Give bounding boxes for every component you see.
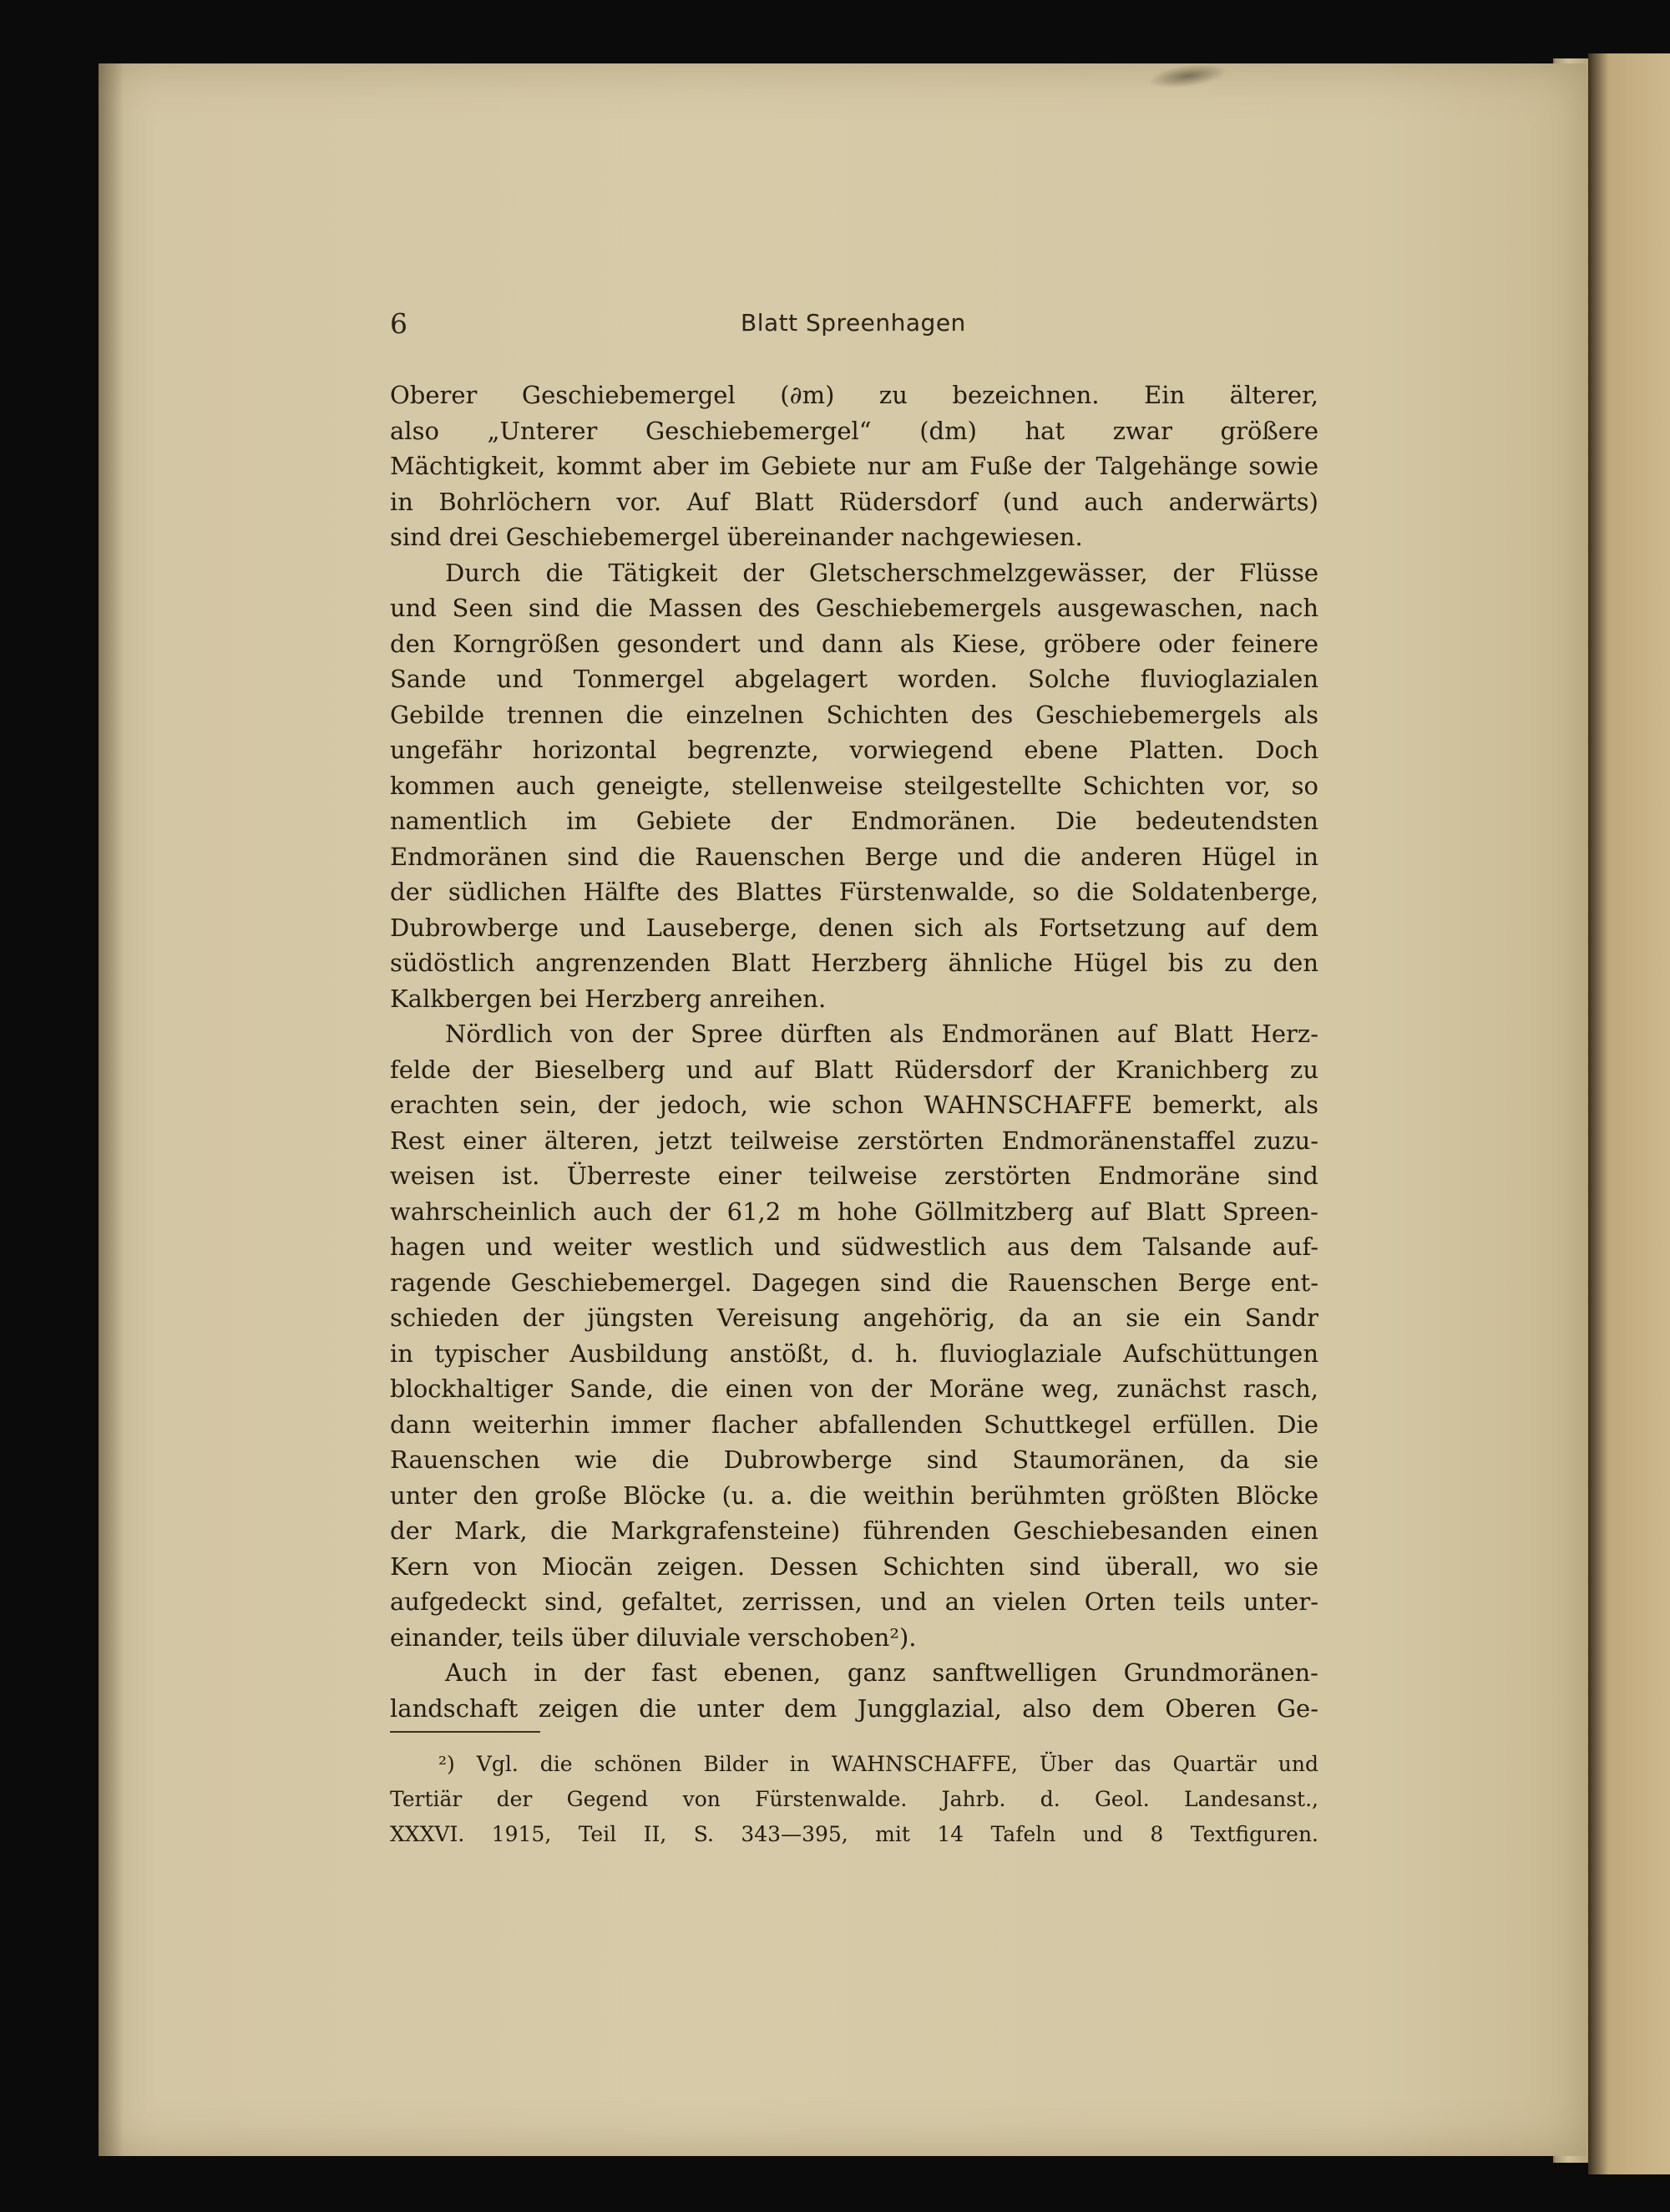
text-line: Auch in der fast ebenen, ganz sanftwelligen Grundmoränen- [445,1658,1318,1687]
running-head: Blatt Spreenhagen [741,309,966,337]
text-line: erachten sein, der jedoch, wie schon WAHNSCHAFFE bemerkt, als [390,1091,1318,1119]
text-line: Kalkbergen bei Herzberg anreihen. [390,984,827,1013]
text-line: sind drei Geschiebemergel übereinander nachgewiesen. [390,523,1083,551]
text-line: südöstlich angrenzenden Blatt Herzberg ähnliche Hügel bis zu den [390,949,1318,977]
adjacent-page-edge [1588,53,1670,2174]
text-line: aufgedeckt sind, gefaltet, zerrissen, und an vielen Orten teils unter- [390,1587,1318,1616]
text-line: einander, teils über diluviale verschoben²). [390,1622,917,1652]
text-line: und Seen sind die Massen des Geschiebemergels ausgewaschen, nach [390,594,1318,622]
text-line: felde der Bieselberg und auf Blatt Rüdersdorf der Kranichberg zu [390,1055,1318,1084]
text-line: Sande und Tonmergel abgelagert worden. Solche fluvioglazialen [390,665,1318,693]
text-line: Rest einer älteren, jetzt teilweise zerstörten Endmoränenstaffel zuzu- [390,1126,1318,1155]
text-line: in Bohrlöchern vor. Auf Blatt Rüdersdorf (und auch anderwärts) [390,487,1318,516]
text-line: der Mark, die Markgrafensteine) führenden Geschiebesanden einen [390,1516,1318,1545]
text-line: Mächtigkeit, kommt aber im Gebiete nur am Fuße der Talgehänge sowie [390,452,1318,480]
footnote-line: XXXVI. 1915, Teil II, S. 343—395, mit 14 Tafeln und 8 Textfiguren. [390,1822,1318,1846]
text-line: also „Unterer Geschiebemergel“ (dm) hat zwar größere [390,416,1318,445]
text-line: landschaft zeigen die unter dem Jungglazial, also dem Oberen Ge- [390,1693,1318,1723]
text-line: in typischer Ausbildung anstößt, d. h. fluvioglaziale Aufschüttungen [390,1339,1318,1368]
text-line: Kern von Miocän zeigen. Dessen Schichten sind überall, wo sie [390,1551,1318,1581]
gutter-shadow [99,63,124,2156]
text-line: namentlich im Gebiete der Endmoränen. Die bedeutendsten [390,807,1318,835]
text-line: Gebilde trennen die einzelnen Schichten des Geschiebemergels als [390,700,1318,729]
text-line: unter den große Blöcke (u. a. die weithin berühmten größten Blöcke [390,1481,1318,1510]
text-line: Nördlich von der Spree dürften als Endmoränen auf Blatt Herz- [445,1020,1318,1048]
text-line: Rauenschen wie die Dubrowberge sind Staumoränen, da sie [390,1445,1318,1474]
footnote [390,1747,1318,1852]
text-line: dann weiterhin immer flacher abfallenden Schuttkegel erfüllen. Die [390,1410,1318,1439]
text-line: Endmoränen sind die Rauenschen Berge und die anderen Hügel in [390,842,1318,871]
text-line: Dubrowberge und Lauseberge, denen sich als Fortsetzung auf dem [390,913,1318,942]
text-line: weisen ist. Überreste einer teilweise zerstörten Endmoräne sind [390,1162,1318,1190]
text-line: hagen und weiter westlich und südwestlich aus dem Talsande auf- [390,1233,1318,1261]
footnote-line: ²) Vgl. die schönen Bilder in WAHNSCHAFFE, Über das Quartär und [438,1752,1318,1776]
text-line: kommen auch geneigte, stellenweise steilgestellte Schichten vor, so [390,771,1318,800]
page-header [390,307,1333,347]
text-line: den Korngrößen gesondert und dann als Kiese, gröbere oder feinere [390,629,1318,658]
text-line: ungefähr horizontal begrenzte, vorwiegend ebene Platten. Doch [390,736,1318,764]
text-line: Durch die Tätigkeit der Gletscherschmelzgewässer, der Flüsse [445,558,1318,587]
text-line: schieden der jüngsten Vereisung angehörig, da an sie ein Sandr [390,1303,1318,1332]
text-line: blockhaltiger Sande, die einen von der Moräne weg, zunächst rasch, [390,1374,1318,1403]
text-line: wahrscheinlich auch der 61,2 m hohe Göllmitzberg auf Blatt Spreen- [390,1197,1318,1226]
text-line: der südlichen Hälfte des Blattes Fürstenwalde, so die Soldatenberge, [390,878,1318,906]
text-line: ragende Geschiebemergel. Dagegen sind die Rauenschen Berge ent- [390,1268,1318,1297]
footnote-line: Tertiär der Gegend von Fürstenwalde. Jahrb. d. Geol. Landesanst., [390,1787,1318,1811]
body-text [390,377,1318,1726]
page-number: 6 [390,307,407,340]
footnote-rule [390,1731,540,1733]
text-line: Oberer Geschiebemergel (∂m) zu bezeichnen. Ein älterer, [390,381,1318,409]
